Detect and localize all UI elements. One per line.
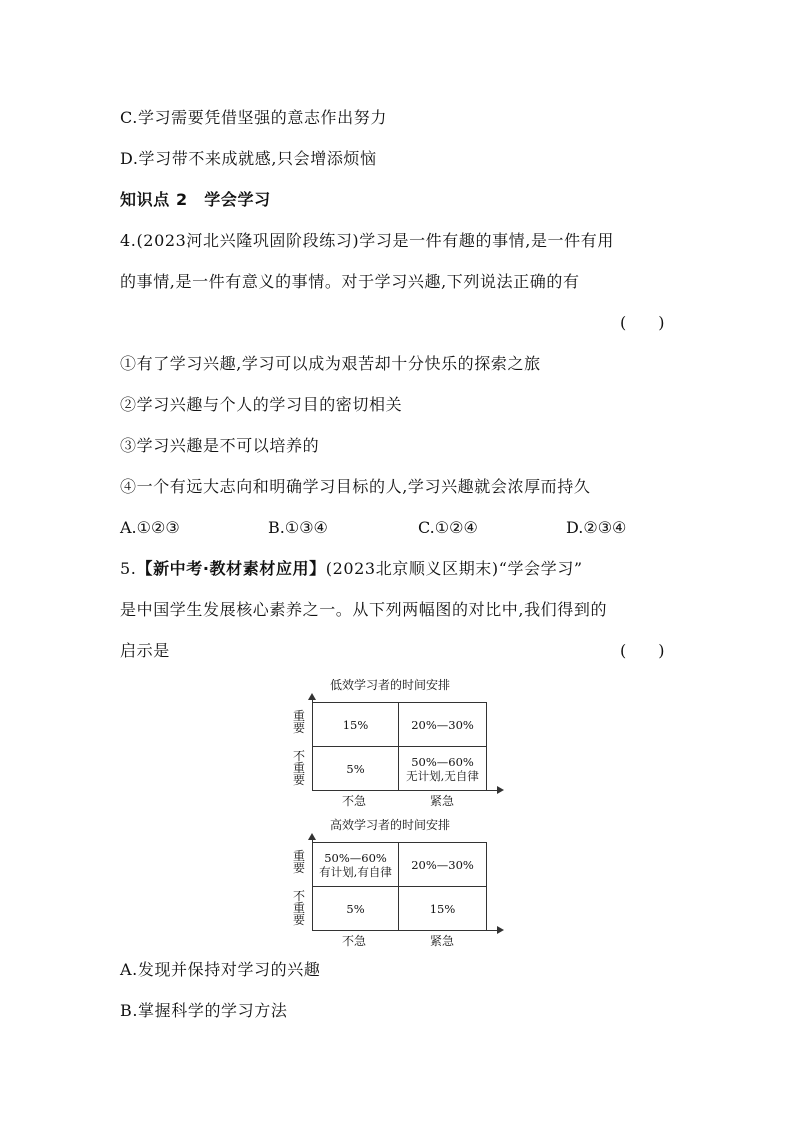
y-label-char: 不 [292, 749, 305, 763]
q5-source: (2023北京顺义区期末)“学会学习” [325, 559, 583, 578]
y-label-char: 要 [292, 913, 305, 927]
q5-option-a: A.发现并保持对学习的兴趣 [120, 960, 321, 979]
x-axis [312, 790, 498, 791]
cell-percent: 50%—60% [411, 754, 474, 769]
q4-option-c: C.①②④ [418, 518, 478, 537]
chart-title: 高效学习者的时间安排 [330, 818, 451, 832]
cell-unimportant-urgent [399, 747, 486, 790]
q5-stem-line1 [120, 559, 583, 579]
y-label-char: 不 [292, 889, 305, 903]
x-axis-arrow [497, 786, 504, 794]
cell-unimportant-urgent: 15% [429, 901, 456, 916]
q4-option-a: A.①②③ [120, 518, 180, 537]
y-label-important [292, 850, 306, 874]
q4-option-b: B.①③④ [268, 518, 328, 537]
y-label-not-important [292, 750, 306, 786]
q4-statement-4: ④一个有远大志向和明确学习目标的人,学习兴趣就会浓厚而持久 [120, 477, 591, 496]
chart-title: 低效学习者的时间安排 [330, 678, 451, 692]
cell-important-not-urgent [313, 843, 398, 886]
x-label-urgent: 紧急 [430, 794, 455, 808]
cell-note: 有计划,有自律 [319, 864, 392, 879]
q4-statement-2: ②学习兴趣与个人的学习目的密切相关 [120, 395, 403, 414]
y-label-char: 重 [292, 761, 305, 775]
q4-stem-line2: 的事情,是一件有意义的事情。对于学习兴趣,下列说法正确的有 [120, 272, 580, 291]
q4-statement-1: ①有了学习兴趣,学习可以成为艰苦却十分快乐的探索之旅 [120, 354, 541, 373]
q5-tag: 【新中考·教材素材应用】 [136, 559, 326, 578]
q5-answer-bracket: ( ) [620, 641, 665, 660]
y-label-char: 要 [292, 721, 305, 735]
option-c: C.学习需要凭借坚强的意志作出努力 [120, 108, 387, 127]
low-efficiency-time-chart [290, 678, 510, 813]
x-label-not-urgent: 不急 [342, 934, 367, 948]
grid-border-right [486, 842, 487, 930]
x-label-urgent: 紧急 [430, 934, 455, 948]
y-label-important [292, 710, 306, 734]
x-label-not-urgent: 不急 [342, 794, 367, 808]
q4-option-d: D.②③④ [566, 518, 627, 537]
y-label-char: 要 [292, 861, 305, 875]
y-label-char: 重 [292, 901, 305, 915]
section-heading: 知识点 2 学会学习 [120, 190, 271, 209]
q4-answer-bracket: ( ) [620, 313, 665, 332]
y-label-char: 重 [292, 849, 305, 863]
cell-important-not-urgent: 15% [342, 717, 369, 732]
x-axis-arrow [497, 926, 504, 934]
y-label-char: 要 [292, 773, 305, 787]
q5-stem-line2: 是中国学生发展核心素养之一。从下列两幅图的对比中,我们得到的 [120, 600, 608, 619]
y-label-char: 重 [292, 709, 305, 723]
x-axis [312, 930, 498, 931]
q4-statement-3: ③学习兴趣是不可以培养的 [120, 436, 320, 455]
q4-stem-line1: 4.(2023河北兴隆巩固阶段练习)学习是一件有趣的事情,是一件有用 [120, 231, 614, 250]
option-d: D.学习带不来成就感,只会增添烦恼 [120, 149, 377, 168]
cell-important-urgent: 20%—30% [411, 857, 474, 872]
cell-important-urgent: 20%—30% [411, 717, 474, 732]
high-efficiency-time-chart [290, 818, 510, 953]
cell-unimportant-not-urgent: 5% [346, 901, 365, 916]
q5-number: 5. [120, 559, 137, 578]
cell-note: 无计划,无自律 [406, 768, 479, 783]
q5-stem-line3: 启示是 [120, 641, 170, 660]
q5-option-b: B.掌握科学的学习方法 [120, 1001, 288, 1020]
cell-percent: 50%—60% [324, 850, 387, 865]
grid-border-right [486, 702, 487, 790]
cell-unimportant-not-urgent: 5% [346, 761, 365, 776]
y-label-not-important [292, 890, 306, 926]
